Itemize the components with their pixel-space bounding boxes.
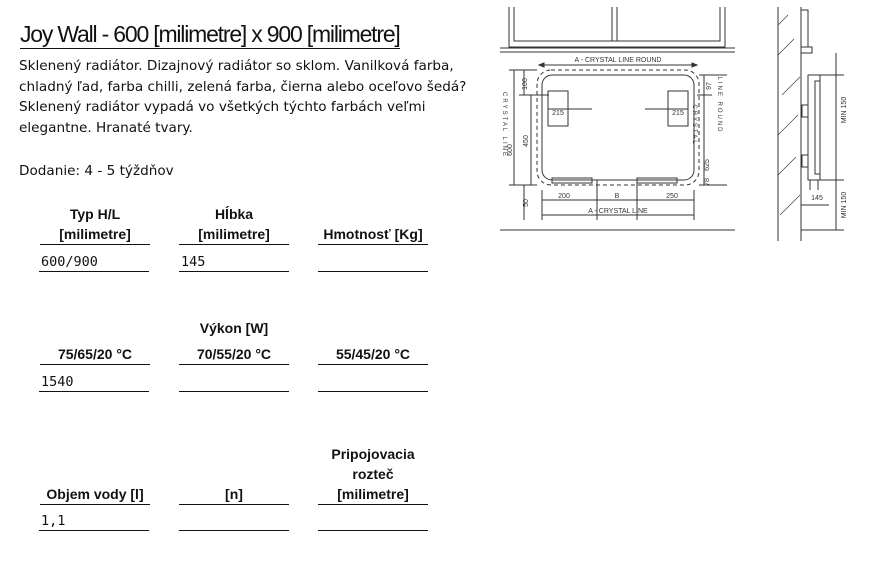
- header-output-55-45-20: 55/45/20 °C: [318, 344, 428, 365]
- header-water-volume: Objem vody [l]: [40, 484, 150, 505]
- dim-200: 200: [558, 193, 570, 200]
- dim-250: 250: [666, 193, 678, 200]
- value-depth: 145: [179, 253, 289, 272]
- dim-600: 600: [507, 144, 514, 156]
- header-n: [n]: [179, 484, 289, 505]
- dim-215-left: 215: [552, 110, 564, 117]
- dim-B: B: [614, 193, 620, 200]
- dim-215-right: 215: [672, 110, 684, 117]
- side-145: 145: [811, 195, 823, 202]
- header-output-group: Výkon [W]: [199, 320, 269, 336]
- delivery-time: Dodanie: 4 - 5 týždňov: [19, 163, 174, 179]
- left-vertical-label: CRYSTAL LINE: [501, 92, 507, 158]
- value-output-55-45-20: [318, 373, 428, 392]
- value-n: [179, 512, 289, 531]
- dim-100: 100: [522, 78, 529, 90]
- dim-450: 450: [523, 135, 530, 147]
- side-min-150-top: MIN 150: [841, 96, 848, 124]
- front-view-drawing: [497, 5, 742, 235]
- value-weight: [318, 253, 428, 272]
- value-water-volume: 1,1: [39, 512, 149, 531]
- value-output-70-55-20: [179, 373, 289, 392]
- header-output-70-55-20: 70/55/20 °C: [179, 344, 289, 365]
- right-vertical-label-1: CRYSTAL: [691, 104, 697, 146]
- header-connection-spacing: Pripojovacia rozteč [milimetre]: [318, 444, 428, 505]
- dim-bottom-label: A - CRYSTAL LINE: [588, 208, 648, 215]
- dim-97: 97: [706, 82, 713, 90]
- right-vertical-label-2: LINE ROUND: [716, 76, 722, 134]
- value-connection-spacing: [318, 512, 428, 531]
- dim-50: 50: [523, 199, 530, 207]
- header-depth: Hĺbka [milimetre]: [179, 204, 289, 245]
- dim-625: 625: [704, 159, 711, 171]
- header-output-75-65-20: 75/65/20 °C: [40, 344, 150, 365]
- dim-top-label: A - CRYSTAL LINE ROUND: [574, 57, 662, 64]
- side-view-drawing: [774, 5, 860, 245]
- side-min-150-bottom: MIN 150: [841, 191, 848, 219]
- page-title: Joy Wall - 600 [milimetre] x 900 [milimetre]: [20, 21, 400, 47]
- value-type-h-l: 600/900: [39, 253, 149, 272]
- header-weight: Hmotnosť [Kg]: [318, 224, 428, 245]
- dim-78: 78: [704, 178, 711, 186]
- header-type-h-l: Typ H/L [milimetre]: [40, 204, 150, 245]
- value-output-75-65-20: 1540: [39, 373, 149, 392]
- product-description: Sklenený radiátor. Dizajnový radiátor so sklom. Vanilková farba, chladný ľad, farba chilli, zelená farba, čierna alebo oceľovo šedá? Sklenený radiátor vypadá vo všetkých týchto farbách veľmi elegantne. Hranaté tvary.: [19, 58, 467, 136]
